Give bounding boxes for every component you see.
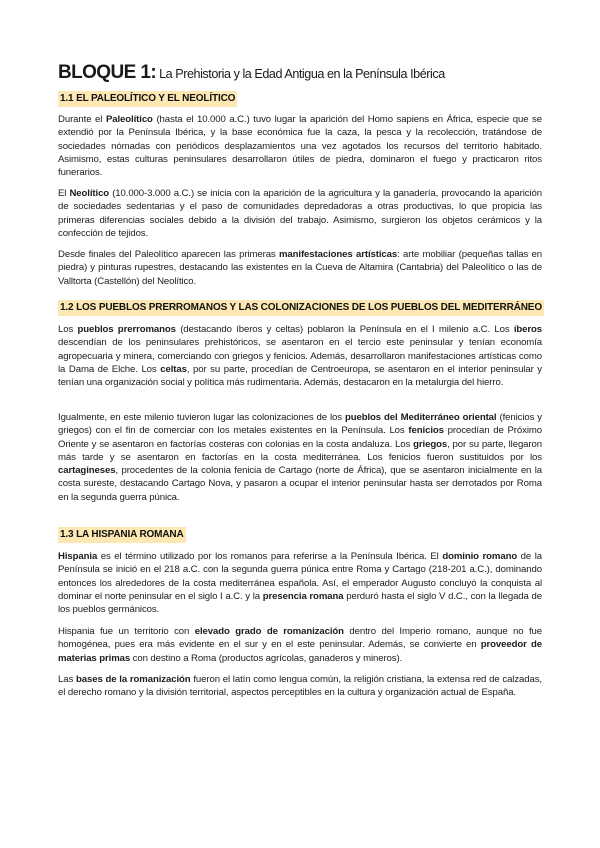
text-run: , por su parte, llegaron más tarde y se asentaron en factorías en la costa mediterránea. Los fenicios fueron sustituidos por los <box>58 438 542 463</box>
text-run: Igualmente, en este milenio tuvieron lugar las colonizaciones de los <box>58 412 345 423</box>
text-run: : arte mobiliar (pequeñas tallas en piedra) y pinturas rupestres, destacando las existentes en la Cueva de Altamira (Cantabria) del Paleolítico o las de Valltorta (Castellón) del Neolítico. <box>58 249 542 287</box>
bold-term: fenicios <box>408 425 444 437</box>
text-run: Durante el <box>58 114 106 125</box>
paragraph-romanizacion <box>58 625 542 665</box>
text-run: descendían de los peninsulares prehistóricos, se asentaron en el tercio este peninsular y tenían economía agropecuaria y minera, comerciando con griegos y fenicios. Además, desarrollaron manifestaciones artísticas como la Dama de Elche. Los <box>58 337 542 375</box>
text-run: con destino a Roma (productos agrícolas, ganaderos y mineros). <box>130 652 403 664</box>
bold-term: griegos <box>413 438 448 450</box>
text-run: Los <box>58 324 78 335</box>
text-run: procedían de Próximo Oriente y se asentaron en factorías costeras con colonias en la costa andaluza. Los <box>58 425 542 450</box>
text-run: perduró hasta el siglo V d.C., con la llegada de los pueblos germánicos. <box>58 590 542 616</box>
text-run: Hispania fue un territorio con <box>58 626 195 637</box>
bold-term: bases de la romanización <box>75 674 191 685</box>
text-run: (10.000-3.000 a.C.) se inicia con la aparición de la agricultura y la ganadería, provocando la aparición de sociedades sedentarias y el paso de comunidades depredadoras a otras productivas, lo que propicia las primeras diferencias sociales debido a la división del trabajo. Asimismo, surgieron los objetos cerámicos y la confección de tejidos. <box>58 188 542 239</box>
section-heading-paleolitico: 1.1 EL PALEOLÍTICO Y EL NEOLÍTICO <box>58 91 237 107</box>
text-run: , procedentes de la colonia fenicia de Cartago (norte de África), que se asentaron inicialmente en la costa sureste, destacando Cartago Nova, y pasaron a ocupar el interior peninsular hasta ser derrotados por Roma en la segunda guerra púnica. <box>58 465 542 503</box>
text-run: (hasta el 10.000 a.C.) tuvo lugar la aparición del Homo sapiens en África, especie que se extendió por la Península Ibérica, y la base económica fue la caza, la pesca y la recolección, tratándose de sociedades nómadas con periódicos desplazamientos una vez agotados los recursos del territorio habitado. Asimismo, estas culturas peninsulares desarrollaron útiles de piedra, dominaron el fuego y practicaron ritos funerarios. <box>58 114 542 179</box>
text-run: de la Península se inició en el 218 a.C. con la segunda guerra púnica entre Roma y Cartago (218-201 a.C.), dominando entonces los alrededores de la costa mediterránea española. Así, el emperador Augusto concluyó la conquista al dominar el norte peninsular en el siglo I a.C. y la <box>58 551 543 602</box>
bold-term: Neolítico <box>69 188 110 199</box>
bold-term: proveedor de materias primas <box>58 639 542 664</box>
section-heading-prerromanos: 1.2 LOS PUEBLOS PRERROMANOS Y LAS COLONIZACIONES DE LOS PUEBLOS DEL MEDITERRÁNEO <box>58 300 544 316</box>
bold-term: Paleolítico <box>105 114 153 125</box>
text-run: dentro del Imperio romano, aunque no fue homogénea, pues era más evidente en el sur y en el este peninsular. Además, se convierte en <box>58 626 542 651</box>
paragraph-paleolitico <box>58 113 542 179</box>
text-run: (destacando íberos y celtas) poblaron la Península en el I milenio a.C. Los <box>175 324 514 335</box>
text-run: (fenicios y griegos) con el fin de comerciar con los metales existentes en la Península. Los <box>58 412 542 437</box>
text-run: Las <box>58 674 76 685</box>
bold-term: Hispania <box>58 551 98 562</box>
bold-term: celtas <box>160 363 187 375</box>
paragraph-bases <box>58 673 542 700</box>
page-title <box>58 62 445 84</box>
section-heading-hispania: 1.3 LA HISPANIA ROMANA <box>58 527 186 543</box>
bold-term: presencia romana <box>262 590 344 602</box>
paragraph-colonizaciones <box>58 411 542 504</box>
text-run: El <box>58 188 70 199</box>
paragraph-arte <box>58 248 542 288</box>
bold-term: dominio romano <box>442 551 518 562</box>
text-run: es el término utilizado por los romanos para referirse a la Península Ibérica. El <box>97 551 443 562</box>
bold-term: elevado grado de romanización <box>194 626 344 637</box>
text-run: Desde finales del Paleolítico aparecen las primeras <box>58 249 279 260</box>
title-subtitle: La Prehistoria y la Edad Antigua en la Península Ibérica <box>156 67 445 81</box>
bold-term: pueblos prerromanos <box>77 324 176 335</box>
bold-term: pueblos del Mediterráneo oriental <box>344 412 497 423</box>
text-run: , por su parte, procedían de Centroeuropa, se asentaron en el interior peninsular y tenían una organización social y política más rudimentaria. Además, destacaron en la metalurgia del hierro. <box>58 363 542 389</box>
bold-term: íberos <box>513 324 543 335</box>
paragraph-prerromanos <box>58 323 542 389</box>
bold-term: manifestaciones artísticas <box>278 249 398 260</box>
title-block-label: BLOQUE 1: <box>58 62 157 83</box>
bold-term: cartagineses <box>58 465 116 477</box>
paragraph-neolitico <box>58 187 542 240</box>
text-run: fueron el latín como lengua común, la religión cristiana, la extensa red de calzadas, el derecho romano y la división territorial, aspectos perceptibles en la cultura y organización actual de España. <box>58 674 542 699</box>
paragraph-hispania <box>58 550 542 616</box>
